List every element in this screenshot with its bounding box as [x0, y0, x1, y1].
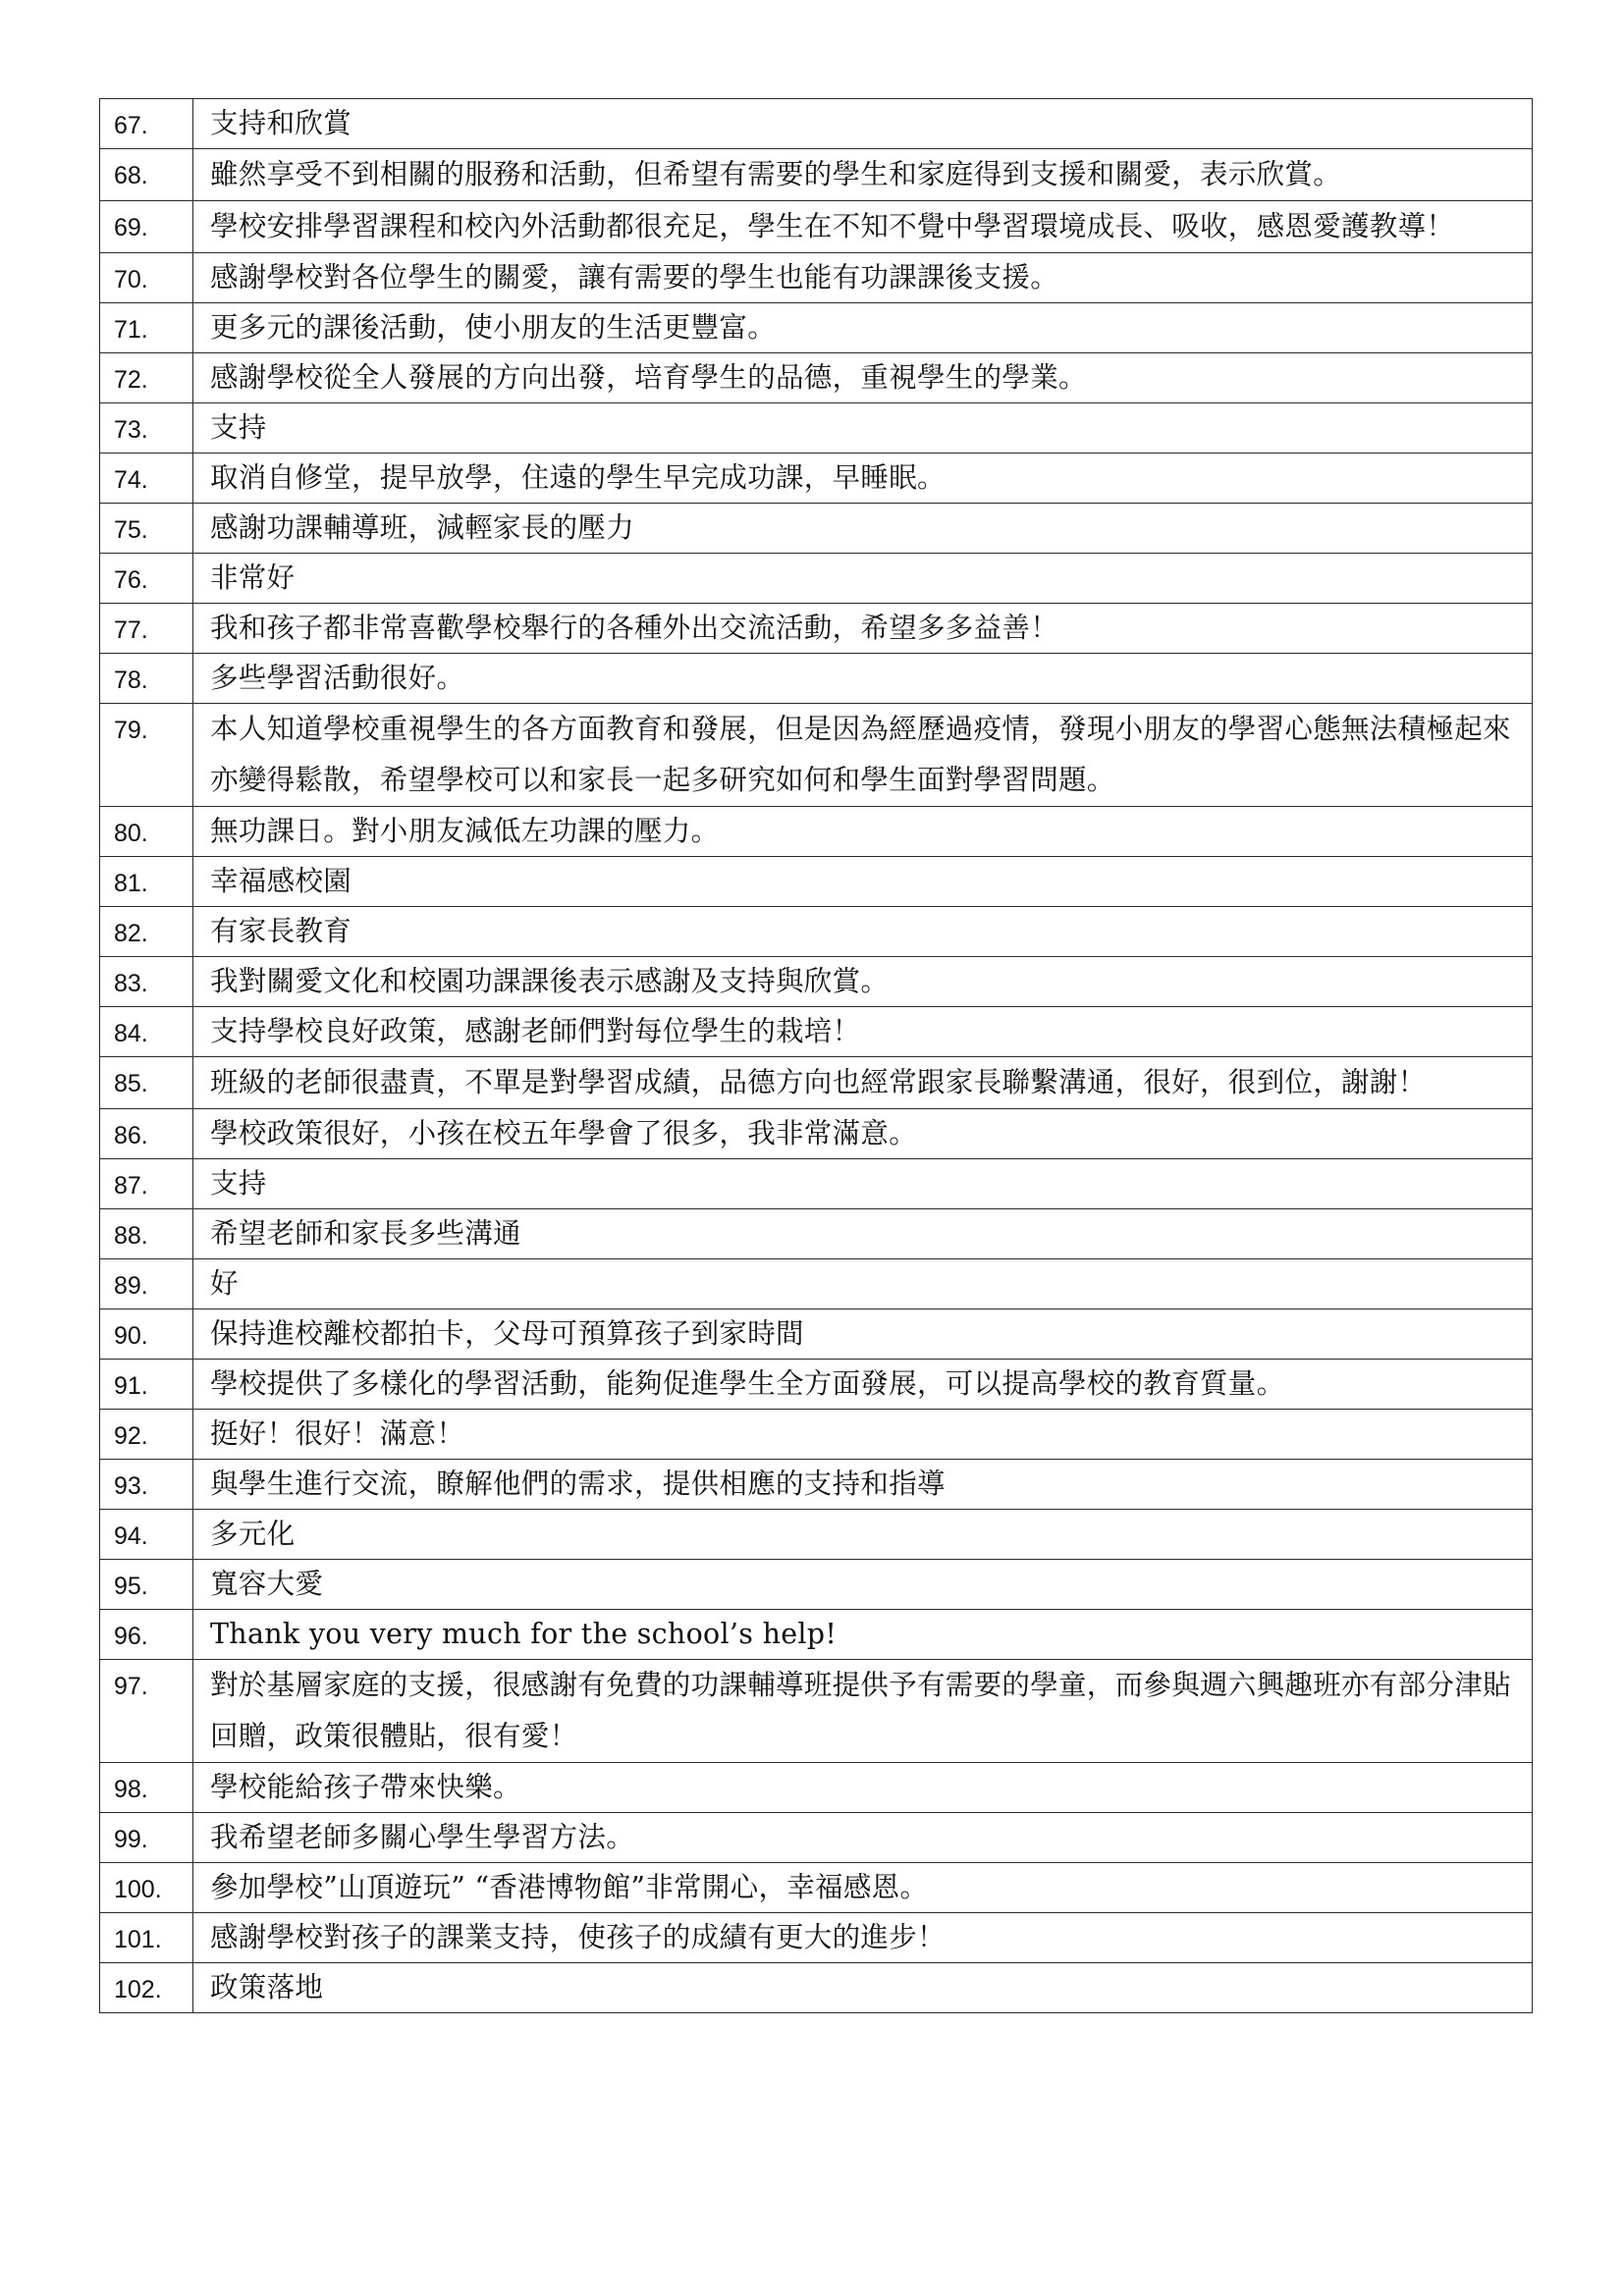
row-comment: 感謝功課輔導班，減輕家長的壓力	[193, 504, 1533, 554]
table-row	[100, 957, 1533, 1007]
table-row	[100, 1813, 1533, 1863]
row-comment: 取消自修堂，提早放學，住遠的學生早完成功課，早睡眠。	[193, 454, 1533, 504]
row-number: 78.	[100, 654, 193, 704]
row-number: 71.	[100, 303, 193, 353]
table-row	[100, 1410, 1533, 1460]
table-row	[100, 99, 1533, 149]
row-number: 102.	[100, 1963, 193, 2013]
table-row	[100, 1913, 1533, 1963]
table-row	[100, 1460, 1533, 1510]
row-comment: 學校能給孩子帶來快樂。	[193, 1763, 1533, 1813]
row-comment: 多元化	[193, 1510, 1533, 1560]
table-row	[100, 654, 1533, 704]
row-number: 73.	[100, 403, 193, 454]
row-comment: 感謝學校對孩子的課業支持，使孩子的成績有更大的進步！	[193, 1913, 1533, 1963]
table-row	[100, 504, 1533, 554]
feedback-table	[99, 98, 1533, 2013]
row-number: 70.	[100, 253, 193, 303]
row-comment: 好	[193, 1259, 1533, 1309]
table-row	[100, 604, 1533, 654]
row-comment: 本人知道學校重視學生的各方面教育和發展，但是因為經歷過疫情，發現小朋友的學習心態無法積極起來亦變得鬆散，希望學校可以和家長一起多研究如何和學生面對學習問題。	[193, 704, 1533, 807]
row-comment: 支持	[193, 403, 1533, 454]
row-comment: 我希望老師多關心學生學習方法。	[193, 1813, 1533, 1863]
table-row	[100, 1159, 1533, 1209]
table-row	[100, 1560, 1533, 1610]
table-row	[100, 1309, 1533, 1360]
table-row	[100, 253, 1533, 303]
row-number: 98.	[100, 1763, 193, 1813]
row-number: 82.	[100, 907, 193, 957]
row-number: 81.	[100, 857, 193, 907]
row-number: 92.	[100, 1410, 193, 1460]
row-comment: 學校政策很好，小孩在校五年學會了很多，我非常滿意。	[193, 1109, 1533, 1159]
row-comment: 更多元的課後活動，使小朋友的生活更豐富。	[193, 303, 1533, 353]
table-row	[100, 1660, 1533, 1763]
row-comment: 支持學校良好政策，感謝老師們對每位學生的栽培！	[193, 1007, 1533, 1057]
row-comment: 支持	[193, 1159, 1533, 1209]
row-comment: 政策落地	[193, 1963, 1533, 2013]
row-comment: 我對關愛文化和校園功課課後表示感謝及支持與欣賞。	[193, 957, 1533, 1007]
row-comment: 雖然享受不到相關的服務和活動，但希望有需要的學生和家庭得到支援和關愛，表示欣賞。	[193, 149, 1533, 201]
row-comment: 非常好	[193, 554, 1533, 604]
row-comment: 挺好！很好！滿意！	[193, 1410, 1533, 1460]
row-number: 83.	[100, 957, 193, 1007]
table-row	[100, 1863, 1533, 1913]
row-number: 91.	[100, 1360, 193, 1410]
row-number: 75.	[100, 504, 193, 554]
table-row	[100, 201, 1533, 253]
row-comment: 有家長教育	[193, 907, 1533, 957]
row-comment: 寬容大愛	[193, 1560, 1533, 1610]
row-number: 69.	[100, 201, 193, 253]
row-comment: 我和孩子都非常喜歡學校舉行的各種外出交流活動，希望多多益善！	[193, 604, 1533, 654]
table-row	[100, 1963, 1533, 2013]
row-comment: Thank you very much for the school’s help!	[193, 1610, 1533, 1660]
row-number: 93.	[100, 1460, 193, 1510]
row-number: 77.	[100, 604, 193, 654]
row-number: 87.	[100, 1159, 193, 1209]
row-comment: 幸福感校園	[193, 857, 1533, 907]
table-row	[100, 1109, 1533, 1159]
row-number: 97.	[100, 1660, 193, 1763]
table-row	[100, 1057, 1533, 1109]
row-number: 94.	[100, 1510, 193, 1560]
row-comment: 無功課日。對小朋友減低左功課的壓力。	[193, 807, 1533, 857]
row-number: 76.	[100, 554, 193, 604]
feedback-table-body	[100, 99, 1533, 2013]
table-row	[100, 454, 1533, 504]
row-number: 86.	[100, 1109, 193, 1159]
table-row	[100, 149, 1533, 201]
row-comment: 感謝學校從全人發展的方向出發，培育學生的品德，重視學生的學業。	[193, 353, 1533, 403]
row-number: 74.	[100, 454, 193, 504]
row-comment: 學校安排學習課程和校內外活動都很充足，學生在不知不覺中學習環境成長、吸收，感恩愛護教導！	[193, 201, 1533, 253]
row-number: 80.	[100, 807, 193, 857]
row-number: 88.	[100, 1209, 193, 1259]
row-number: 85.	[100, 1057, 193, 1109]
table-row	[100, 303, 1533, 353]
row-comment: 班級的老師很盡責，不單是對學習成績，品德方向也經常跟家長聯繫溝通，很好，很到位，謝謝！	[193, 1057, 1533, 1109]
table-row	[100, 1360, 1533, 1410]
row-comment: 支持和欣賞	[193, 99, 1533, 149]
row-comment: 保持進校離校都拍卡，父母可預算孩子到家時間	[193, 1309, 1533, 1360]
table-row	[100, 807, 1533, 857]
row-number: 67.	[100, 99, 193, 149]
table-row	[100, 1763, 1533, 1813]
row-number: 84.	[100, 1007, 193, 1057]
row-comment: 希望老師和家長多些溝通	[193, 1209, 1533, 1259]
row-number: 79.	[100, 704, 193, 807]
table-row	[100, 1209, 1533, 1259]
row-number: 100.	[100, 1863, 193, 1913]
table-row	[100, 353, 1533, 403]
table-row	[100, 1007, 1533, 1057]
row-comment: 多些學習活動很好。	[193, 654, 1533, 704]
row-comment: 參加學校”山頂遊玩” “香港博物館”非常開心，幸福感恩。	[193, 1863, 1533, 1913]
row-comment: 學校提供了多樣化的學習活動，能夠促進學生全方面發展，可以提高學校的教育質量。	[193, 1360, 1533, 1410]
table-row	[100, 1259, 1533, 1309]
table-row	[100, 554, 1533, 604]
row-number: 68.	[100, 149, 193, 201]
row-number: 95.	[100, 1560, 193, 1610]
row-number: 90.	[100, 1309, 193, 1360]
row-comment: 對於基層家庭的支援，很感謝有免費的功課輔導班提供予有需要的學童，而參與週六興趣班亦有部分津貼回贈，政策很體貼，很有愛！	[193, 1660, 1533, 1763]
row-number: 89.	[100, 1259, 193, 1309]
table-row	[100, 403, 1533, 454]
table-row	[100, 907, 1533, 957]
table-row	[100, 1510, 1533, 1560]
row-comment: 與學生進行交流，瞭解他們的需求，提供相應的支持和指導	[193, 1460, 1533, 1510]
row-number: 101.	[100, 1913, 193, 1963]
table-row	[100, 704, 1533, 807]
row-number: 72.	[100, 353, 193, 403]
row-number: 96.	[100, 1610, 193, 1660]
row-comment: 感謝學校對各位學生的關愛，讓有需要的學生也能有功課課後支援。	[193, 253, 1533, 303]
table-row	[100, 857, 1533, 907]
row-number: 99.	[100, 1813, 193, 1863]
table-row	[100, 1610, 1533, 1660]
